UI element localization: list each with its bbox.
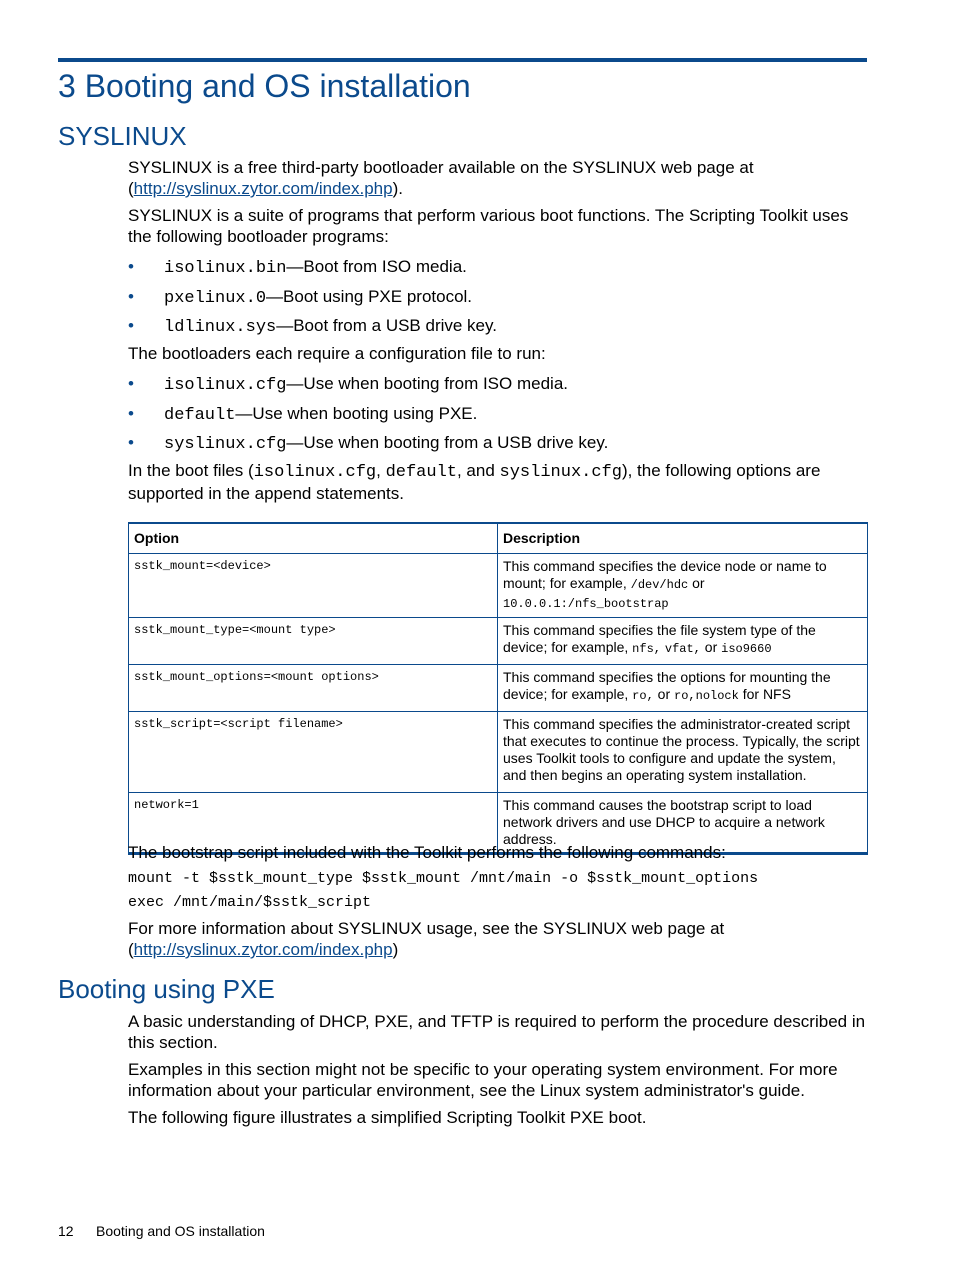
command-line: mount -t $sstk_mount_type $sstk_mount /mnt/main -o $sstk_mount_options (128, 870, 759, 887)
config-name: syslinux.cfg (164, 435, 287, 454)
program-name: isolinux.bin (164, 259, 287, 278)
option-cell: sstk_script=<script filename> (129, 712, 498, 793)
chapter-rule (58, 58, 867, 62)
table-row (129, 618, 868, 665)
pxe-paragraph-3: The following figure illustrates a simplified Scripting Toolkit PXE boot. (128, 1108, 647, 1127)
bullet-icon: • (128, 433, 134, 452)
program-name: ldlinux.sys (164, 318, 277, 337)
option-cell: sstk_mount_options=<mount options> (129, 665, 498, 712)
section-heading-syslinux: SYSLINUX (58, 121, 187, 151)
config-intro: The bootloaders each require a configuration file to run: (128, 344, 546, 363)
boot-files-text: In the boot files (isolinux.cfg, default, and syslinux.cfg), the following options are supported in the append statements. (128, 461, 821, 503)
syslinux-link[interactable]: http://syslinux.zytor.com/index.php (133, 179, 393, 198)
column-header-option: Option (129, 523, 498, 554)
table-header-row (129, 523, 868, 554)
more-info-text: For more information about SYSLINUX usage, see the SYSLINUX web page at (http://syslinux.zytor.com/index.php) (128, 919, 725, 959)
command-line: exec /mnt/main/$sstk_script (128, 894, 372, 911)
append-options-table (128, 522, 868, 855)
option-cell: sstk_mount_type=<mount type> (129, 618, 498, 665)
bullet-icon: • (128, 287, 134, 306)
description-cell: This command specifies the device node or name to mount; for example, /dev/hdc or 10.0.0.1:/nfs_bootstrap (498, 554, 868, 618)
syslinux-link[interactable]: http://syslinux.zytor.com/index.php (133, 940, 393, 959)
option-cell: network=1 (129, 793, 498, 854)
chapter-title: 3 Booting and OS installation (58, 68, 471, 104)
option-cell: sstk_mount=<device> (129, 554, 498, 618)
description-cell: This command causes the bootstrap script to load network drivers and use DHCP to acquire a network address. (498, 793, 868, 854)
page-number: 12 (58, 1223, 74, 1239)
table-row (129, 665, 868, 712)
program-name: pxelinux.0 (164, 289, 267, 308)
syslinux-suite-text: SYSLINUX is a suite of programs that perform various boot functions. The Scripting Toolkit uses the following bootloader programs: (128, 206, 849, 246)
bullet-icon: • (128, 404, 134, 423)
config-name: default (164, 406, 236, 425)
bullet-icon: • (128, 316, 134, 335)
description-cell: This command specifies the administrator-created script that executes to continue the process. Typically, the script uses Toolkit tools to configure and update the system, and then begins an operating system installation. (498, 712, 868, 793)
description-cell: This command specifies the options for mounting the device; for example, ro, or ro,nolock for NFS (498, 665, 868, 712)
table-row (129, 712, 868, 793)
table-row (129, 554, 868, 618)
config-name: isolinux.cfg (164, 376, 287, 395)
pxe-paragraph-2: Examples in this section might not be specific to your operating system environment. For more information about your particular environment, see the Linux system administrator's guide. (128, 1060, 838, 1100)
bullet-icon: • (128, 257, 134, 276)
syslinux-intro: SYSLINUX is a free third-party bootloader available on the SYSLINUX web page at (http://syslinux.zytor.com/index.php). (128, 158, 754, 198)
pxe-paragraph-1: A basic understanding of DHCP, PXE, and TFTP is required to perform the procedure described in this section. (128, 1012, 866, 1052)
bullet-icon: • (128, 374, 134, 393)
section-heading-pxe: Booting using PXE (58, 974, 275, 1004)
bootstrap-text: The bootstrap script included with the Toolkit performs the following commands: (128, 843, 726, 862)
column-header-description: Description (498, 523, 868, 554)
description-cell: This command specifies the file system type of the device; for example, nfs, vfat, or iso9660 (498, 618, 868, 665)
footer-title: Booting and OS installation (96, 1223, 265, 1239)
